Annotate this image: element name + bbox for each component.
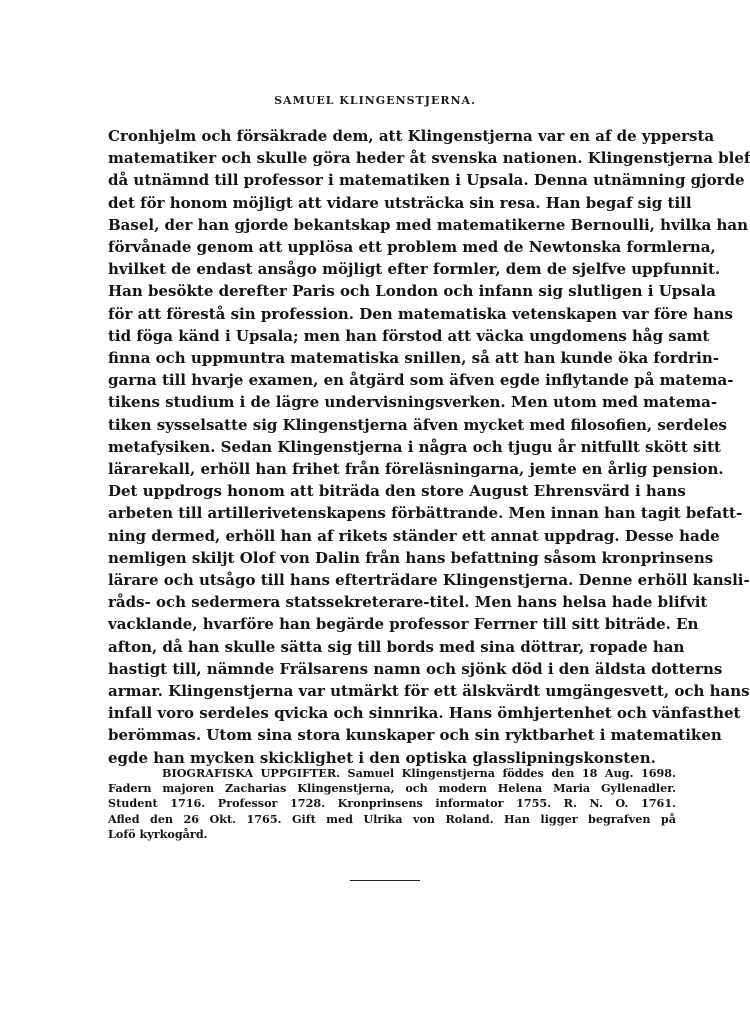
body-line: hastigt till, nämnde Frälsarens namn och sjönk död i den äldsta dotterns [108, 659, 723, 678]
body-line: tiken sysselsatte sig Klingenstjerna äfven mycket med filosofien, serdeles [108, 415, 727, 434]
body-paragraph [108, 125, 750, 769]
body-line: metafysiken. Sedan Klingenstjerna i några och tjugu år nitfullt skött sitt [108, 437, 721, 456]
body-line: råds- och sedermera statssekreterare-titel. Men hans helsa hade blifvit [108, 593, 708, 612]
running-title: SAMUEL KLINGENSTJERNA. [274, 94, 476, 107]
notes-line: Lofö kyrkogård. [108, 826, 208, 841]
body-line: arbeten till artillerivetenskapens förbättrande. Men innan han tagit befatt- [108, 504, 743, 523]
notes-line: Student 1716. Professor 1728. Kronprinsens informator 1755. R. N. O. 1761. [108, 796, 676, 811]
body-line: tikens studium i de lägre undervisningsverken. Men utom med matema- [108, 393, 718, 412]
body-line: då utnämnd till professor i matematiken i Upsala. Denna utnämning gjorde [108, 171, 745, 190]
body-line: hvilket de endast ansågo möjligt efter formler, dem de sjelfve uppfunnit. [108, 260, 721, 279]
notes-line: Fadern majoren Zacharias Klingenstjerna, och modern Helena Maria Gyllenadler. [108, 781, 676, 796]
notes-line: Afled den 26 Okt. 1765. Gift med Ulrika von Roland. Han ligger begrafven på [108, 811, 676, 826]
body-line: nemligen skiljt Olof von Dalin från hans befattning såsom kronprinsens [108, 548, 714, 567]
body-line: egde han mycken skicklighet i den optiska glasslipningskonsten. [108, 748, 656, 767]
body-line: afton, då han skulle sätta sig till bords med sina döttrar, ropade han [108, 637, 685, 656]
body-line: lärare och utsågo till hans efterträdare Klingenstjerna. Denne erhöll kansli- [108, 571, 750, 590]
notes-line: BIOGRAFISKA UPPGIFTER. Samuel Klingenstjerna föddes den 18 Aug. 1698. [162, 766, 676, 780]
body-line: tid föga känd i Upsala; men han förstod att väcka ungdomens håg samt [108, 326, 710, 345]
body-line: lärarekall, erhöll han frihet från föreläsningarna, jemte en årlig pension. [108, 460, 724, 479]
body-line: det för honom möjligt att vidare utsträcka sin resa. Han begaf sig till [108, 193, 692, 212]
body-line: för att förestå sin profession. Den matematiska vetenskapen var före hans [108, 304, 733, 323]
body-line: Han besökte derefter Paris och London och infann sig slutligen i Upsala [108, 282, 716, 301]
body-line: matematiker och skulle göra heder åt svenska nationen. Klingenstjerna blef [108, 149, 750, 168]
body-line: vacklande, hvarföre han begärde professor Ferrner till sitt biträde. En [108, 615, 699, 634]
body-line: berömmas. Utom sina stora kunskaper och sin ryktbarhet i matematiken [108, 726, 722, 745]
body-line: Det uppdrogs honom att biträda den store August Ehrensvärd i hans [108, 482, 686, 501]
body-line: garna till hvarje examen, en åtgärd som äfven egde inflytande på matema- [108, 371, 734, 390]
body-line: ning dermed, erhöll han af rikets ständer ett annat uppdrag. Desse hade [108, 526, 720, 545]
biographical-notes [108, 766, 676, 842]
body-line: Basel, der han gjorde bekantskap med matematikerne Bernoulli, hvilka han [108, 215, 749, 234]
body-line: infall voro serdeles qvicka och sinnrika. Hans ömhjertenhet och vänfasthet [108, 704, 741, 723]
body-line: armar. Klingenstjerna var utmärkt för ett älskvärdt umgängesvett, och hans [108, 682, 750, 701]
closing-rule [350, 880, 420, 881]
body-line: finna och uppmuntra matematiska snillen, så att han kunde öka fordrin- [108, 349, 719, 368]
body-line: förvånade genom att upplösa ett problem med de Newtonska formlerna, [108, 238, 716, 257]
body-line: Cronhjelm och försäkrade dem, att Klingenstjerna var en af de yppersta [108, 127, 715, 145]
